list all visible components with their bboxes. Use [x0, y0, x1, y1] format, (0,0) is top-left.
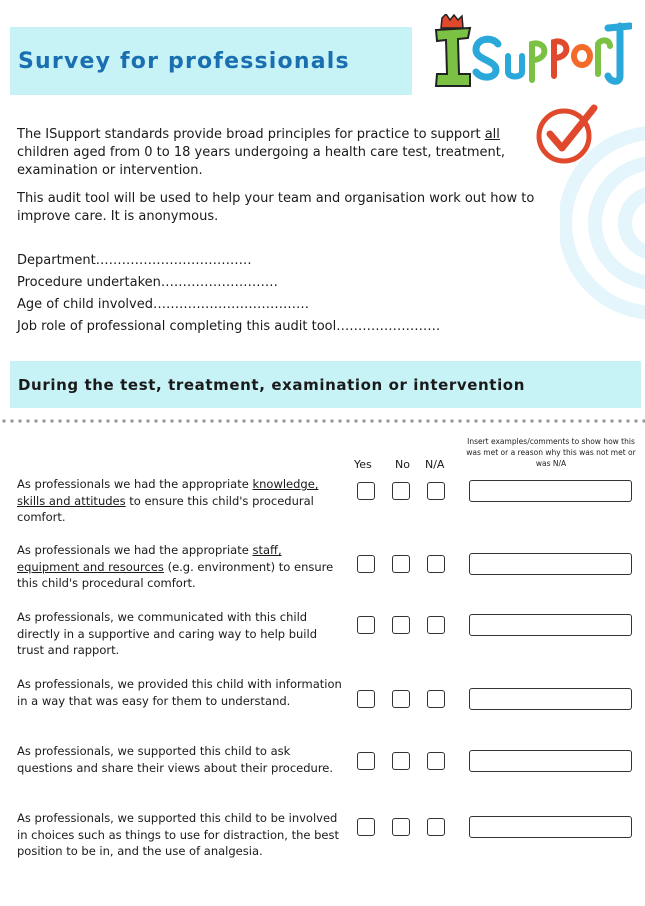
isupport-logo: [432, 14, 632, 94]
q4-comment-field[interactable]: [469, 688, 632, 710]
q3-yes-checkbox[interactable]: [357, 616, 375, 634]
q1-yes-checkbox[interactable]: [357, 482, 375, 500]
q5-yes-checkbox[interactable]: [357, 752, 375, 770]
page-title: Survey for professionals: [18, 48, 350, 74]
q5-no-checkbox[interactable]: [392, 752, 410, 770]
q4-no-checkbox[interactable]: [392, 690, 410, 708]
q2-comment-field[interactable]: [469, 553, 632, 575]
job-role-field[interactable]: Job role of professional completing this audit tool……………………: [17, 319, 441, 334]
q3-no-checkbox[interactable]: [392, 616, 410, 634]
question-3: As professionals, we communicated with this child directly in a supportive and caring way to help build trust and rapport.: [17, 610, 317, 657]
department-field[interactable]: Department………………………………: [17, 253, 252, 268]
q2-yes-checkbox[interactable]: [357, 555, 375, 573]
q5-na-checkbox[interactable]: [427, 752, 445, 770]
q6-comment-field[interactable]: [469, 816, 632, 838]
intro-text: [17, 126, 547, 236]
na-column-header: N/A: [425, 458, 445, 471]
intro-paragraph-2: This audit tool will be used to help your team and organisation work out how to improve care. It is anonymous.: [17, 191, 535, 224]
comments-column-header: Insert examples/comments to show how this was met or a reason why this was not met or was N/A: [466, 437, 636, 468]
question-6: As professionals, we supported this child to be involved in choices such as things to use for distraction, the best position to be in, and the use of analgesia.: [17, 811, 340, 858]
intro-paragraph-1: The ISupport standards provide broad principles for practice to support all children aged from 0 to 18 years undergoing a health care test, treatment, examination or intervention.: [17, 127, 505, 178]
q6-yes-checkbox[interactable]: [357, 818, 375, 836]
procedure-field[interactable]: Procedure undertaken………………………: [17, 275, 278, 290]
q1-na-checkbox[interactable]: [427, 482, 445, 500]
q2-no-checkbox[interactable]: [392, 555, 410, 573]
dotted-divider: [0, 418, 645, 424]
section-title: During the test, treatment, examination or intervention: [18, 375, 525, 394]
q4-yes-checkbox[interactable]: [357, 690, 375, 708]
q1-comment-field[interactable]: [469, 480, 632, 502]
question-1: As professionals we had the appropriate knowledge, skills and attitudes to ensure this child's procedural comfort.: [17, 477, 319, 524]
no-column-header: No: [395, 458, 410, 471]
title-banner: [10, 27, 412, 95]
question-2: As professionals we had the appropriate staff, equipment and resources (e.g. environment) to ensure this child's procedural comfort.: [17, 543, 334, 590]
q5-comment-field[interactable]: [469, 750, 632, 772]
q6-na-checkbox[interactable]: [427, 818, 445, 836]
q6-no-checkbox[interactable]: [392, 818, 410, 836]
q2-na-checkbox[interactable]: [427, 555, 445, 573]
q1-no-checkbox[interactable]: [392, 482, 410, 500]
question-4: As professionals, we provided this child with information in a way that was easy for them to understand.: [17, 677, 342, 708]
info-fields: [17, 250, 440, 338]
q3-comment-field[interactable]: [469, 614, 632, 636]
q3-na-checkbox[interactable]: [427, 616, 445, 634]
q4-na-checkbox[interactable]: [427, 690, 445, 708]
yes-column-header: Yes: [354, 458, 372, 471]
question-5: As professionals, we supported this child to ask questions and share their views about their procedure.: [17, 744, 334, 775]
section-banner: [10, 361, 641, 408]
child-age-field[interactable]: Age of child involved………………………………: [17, 297, 309, 312]
